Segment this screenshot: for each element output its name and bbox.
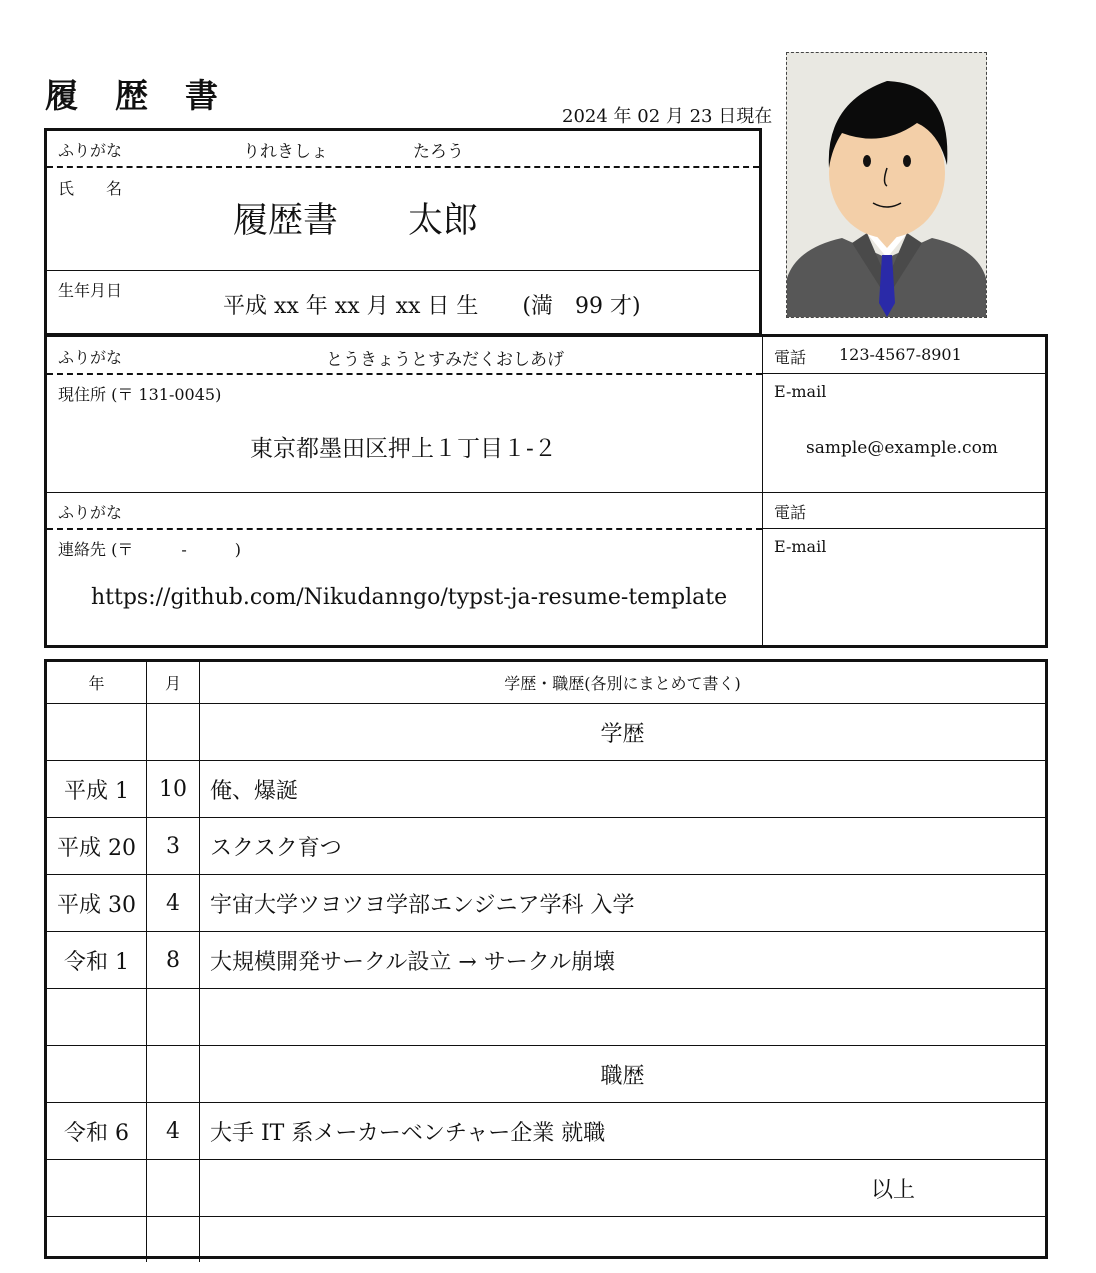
person-avatar-icon [787,53,986,317]
address-label: 現住所 (〒 131-0045) [58,385,222,404]
row-content: 大規模開発サークル設立 → サークル崩壊 [210,949,616,975]
row-year [47,1160,146,1216]
row-content: 俺、爆誕 [210,778,299,804]
address-furigana-label: ふりがな [58,348,123,367]
row-year [47,1046,146,1102]
row-month [147,1160,199,1216]
current-date: 2024 年 02 月 23 日現在 [562,106,773,127]
table-row [47,703,1045,760]
history-table [44,659,1048,1259]
row-year [47,1217,146,1273]
birth-value: 平成 xx 年 xx 月 xx 日 生 (満 99 才) [223,294,641,319]
phone-value: 123-4567-8901 [839,345,962,364]
phone-label: 電話 [774,348,807,367]
row-content: スクスク育つ [210,835,342,861]
row-month [147,1046,199,1102]
table-row [47,988,1045,1045]
birth-label: 生年月日 [58,281,123,300]
row-year: 平成 30 [57,892,136,918]
row-content: 学歴 [600,721,645,747]
name-furigana-value: りれきしょ たろう [243,142,464,162]
address-value: 東京都墨田区押上１丁目１-２ [250,436,557,462]
row-content [200,989,1045,1045]
header-content: 学歴・職歴(各別にまとめて書く) [504,674,741,693]
row-month [147,989,199,1045]
row-year: 平成 1 [64,778,129,804]
table-row [47,1045,1045,1102]
row-year: 令和 6 [64,1120,129,1146]
row-content: 宇宙大学ツヨツヨ学部エンジニア学科 入学 [210,892,635,918]
row-content: 大手 IT 系メーカーベンチャー企業 就職 [210,1120,606,1146]
row-month: 4 [166,1118,180,1144]
email-label: E-mail [774,382,827,401]
table-row [47,817,1045,874]
row-year: 令和 1 [64,949,129,975]
row-content [200,1217,1045,1273]
row-year [47,989,146,1045]
table-row [47,1216,1045,1273]
name-label: 氏 名 [58,179,123,198]
row-month [147,704,199,760]
row-month: 8 [166,947,180,973]
table-row [47,874,1045,931]
table-row [47,1102,1045,1159]
page-title: 履 歴 書 [45,76,220,115]
contact-url[interactable]: https://github.com/Nikudanngo/typst-ja-resume-template [91,585,728,610]
contact-label: 連絡先 (〒 - ) [58,540,241,559]
address-furigana-value: とうきょうとすみだくおしあげ [326,350,564,370]
name-section [44,128,762,336]
row-year [47,704,146,760]
header-month: 月 [164,674,181,693]
name-value: 履歴書 太郎 [233,201,479,241]
row-content: 職歴 [600,1063,645,1089]
table-header-row [47,662,1045,703]
contact-phone-label: 電話 [774,503,807,522]
profile-photo [786,52,987,318]
row-content: 以上 [870,1177,915,1203]
table-row [47,760,1045,817]
contact-furigana-label: ふりがな [58,503,123,522]
header-year: 年 [88,674,105,693]
name-furigana-label: ふりがな [58,141,123,160]
row-year: 平成 20 [57,835,136,861]
email-value[interactable]: sample@example.com [806,438,998,458]
row-month: 3 [166,833,180,859]
row-month [147,1217,199,1273]
contact-email-label: E-mail [774,537,827,556]
address-section [44,334,1048,648]
row-month: 10 [159,776,187,802]
table-row [47,1159,1045,1216]
table-row [47,931,1045,988]
row-month: 4 [166,890,180,916]
